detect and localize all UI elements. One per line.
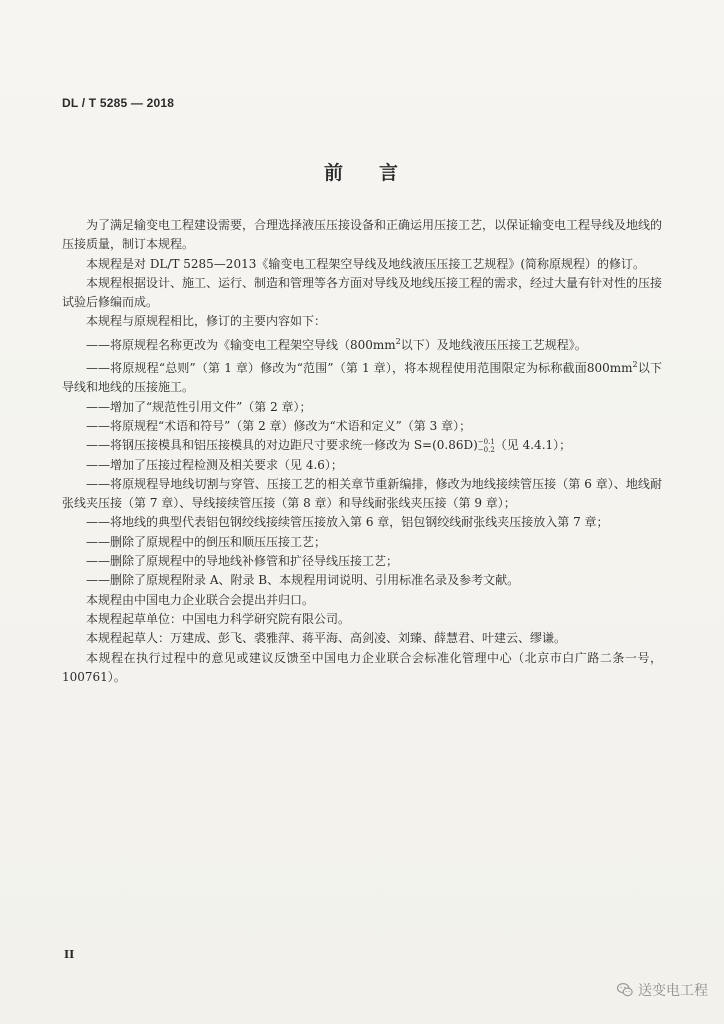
page-number: II [64,948,75,961]
paragraph-basis: 本规程根据设计、施工、运行、制造和管理等各方面对导线及地线压接工程的需求，经过大量有针对性的压接试验后修编而成。 [62,275,663,310]
paragraph-revision: 本规程是对 DL/T 5285—2013《输变电工程架空导线及地线液压压接工艺规程》(简称原规程）的修订。 [86,256,646,271]
change-item-7: ——将原规程导地线切割与穿管、压接工艺的相关章节重新编排，修改为地线接续管压接（第 6 章）、地线耐张线夹压接（第 7 章）、导线接续管压接（第 8 章）和导线耐张线夹压接（第 9 章）； [62,476,662,511]
change-item-6: ——增加了压接过程检测及相关要求（见 4.6）； [86,457,343,472]
preface-body [62,216,662,687]
paragraph-proposer: 本规程由中国电力企业联合会提出并归口。 [86,592,315,607]
change-item-5: ——将钢压接模具和铝压接模具的对边距尺寸要求统一修改为 S=(0.86D) −0.1 −0.2 （见 4.4.1）； [86,437,572,454]
title-char-2: 言 [379,162,401,184]
paragraph-drafters: 本规程起草人：万建成、彭飞、裘雅萍、蒋平海、高剑凌、刘臻、薛慧君、叶建云、缪谦。 [86,631,567,646]
watermark-text: 送变电工程 [638,983,708,999]
change-item-9: ——删除了原规程中的倒压和顺压压接工艺； [86,534,327,549]
change-item-11: ——删除了原规程附录 A、附录 B、本规程用词说明、引用标准名录及参考文献。 [86,573,520,588]
change-item-8: ——将地线的典型代表铝包钢绞线接续管压接放入第 6 章，铝包钢绞线耐张线夹压接放入第 7 章； [86,515,609,530]
change-item-10: ——删除了原规程中的导地线补修管和扩径导线压接工艺； [86,554,399,569]
change-item-3: ——增加了“规范性引用文件”（第 2 章）； [86,399,312,414]
watermark [616,980,708,1000]
paragraph-feedback: 本规程在执行过程中的意见或建议反馈至中国电力企业联合会标准化管理中心（北京市白广路二条一号，100761）。 [62,650,662,684]
change-item-1: ——将原规程名称更改为《输变电工程架空导线（$800mm^2$以下）及地线液压压接工艺规程》。 [86,336,587,352]
standard-code: DL / T 5285 — 2018 [62,96,175,110]
change-item-4: ——将原规程“术语和符号”（第 2 章）修改为“术语和定义”（第 3 章）； [86,418,472,433]
title-char-1: 前 [323,162,345,184]
change-item-2: ——将原规程“总则”（第 1 章）修改为“范围”（第 1 章），将本规程使用范围限定为标称截面$800mm^2$以下导线和地线的压接施工。 [62,360,662,395]
wechat-icon [616,981,634,999]
paragraph-drafting-unit: 本规程起草单位：中国电力科学研究院有限公司。 [86,611,351,626]
paragraph-changes-intro: 本规程与原规程相比，修订的主要内容如下： [86,314,327,329]
paragraph-purpose: 为了满足输变电工程建设需要，合理选择液压压接设备和正确运用压接工艺，以保证输变电工程导线及地线的压接质量，制订本规程。 [62,218,663,252]
tolerance-fraction: −0.1 −0.2 [477,437,495,454]
page-title [0,158,724,185]
